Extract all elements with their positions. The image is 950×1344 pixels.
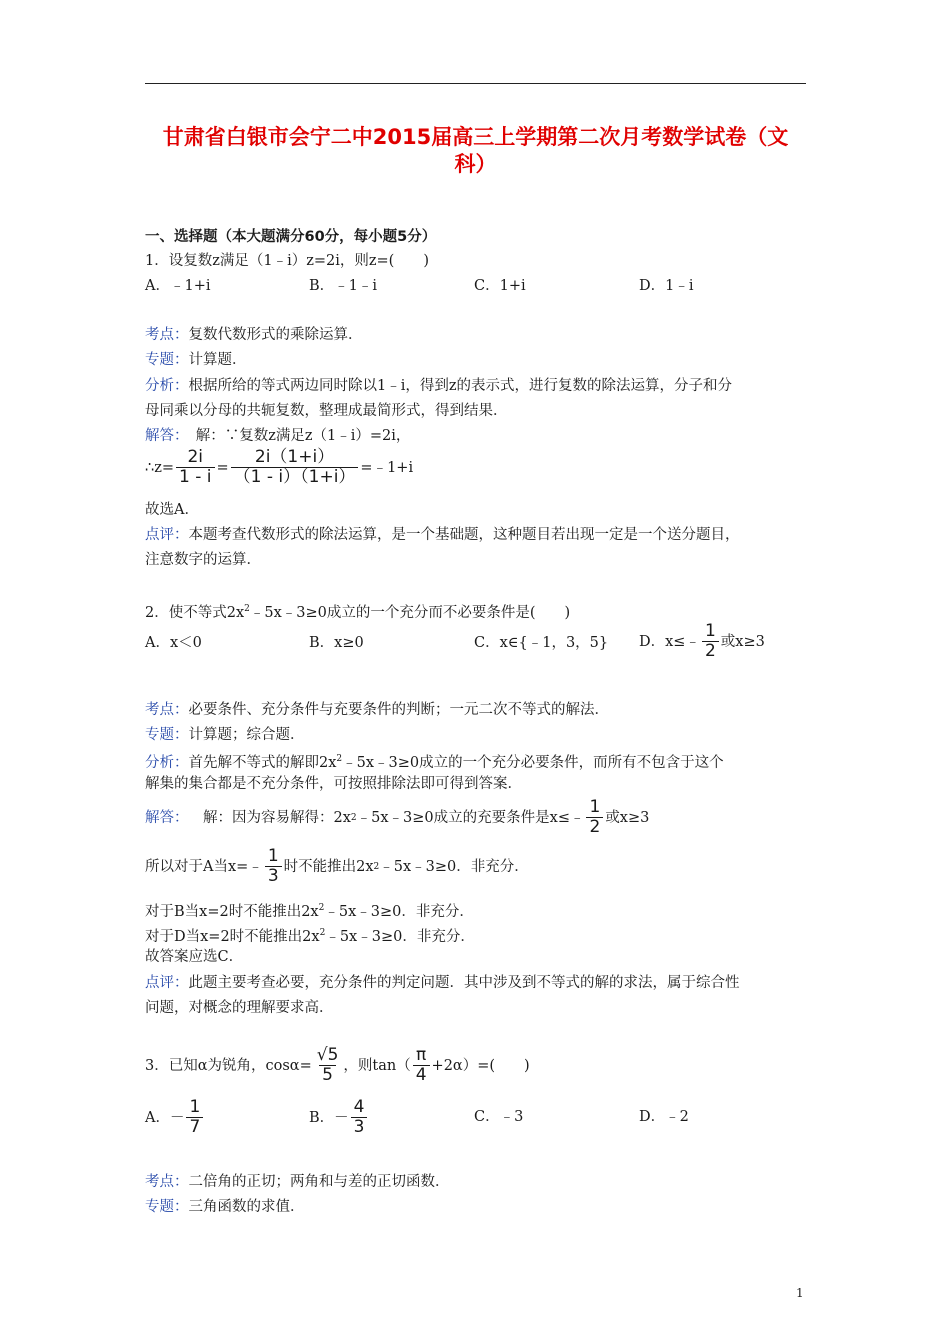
q1-jieda bbox=[145, 426, 410, 446]
q1-fenxi-2: 母同乘以分母的共轭复数，整理成最简形式，得到结果． bbox=[145, 403, 508, 419]
q2-jieda-den: 2 bbox=[586, 817, 603, 837]
q2-linea-den: 3 bbox=[265, 866, 282, 886]
q2-answer: 故答案应选C． bbox=[145, 949, 244, 965]
q2-option-c: C．x∈{﹣1，3，5} bbox=[474, 635, 609, 651]
page-title bbox=[145, 124, 806, 178]
q1-fenxi-1 bbox=[145, 376, 732, 396]
kaodian-label: 考点： bbox=[145, 702, 189, 718]
q2-sup: 2 bbox=[350, 812, 357, 823]
q3-option-a bbox=[145, 1098, 205, 1137]
q3-zhuanti bbox=[145, 1197, 305, 1217]
q2-zhuanti-text: 计算题；综合题． bbox=[188, 727, 305, 743]
q2-linea-num: 1 bbox=[267, 846, 279, 866]
q2-jieda-post: 或x≥3 bbox=[605, 809, 650, 826]
q2-optd-pre: D．x≤﹣ bbox=[639, 633, 700, 650]
q3-opta-pre: A．－ bbox=[145, 1109, 185, 1126]
q2-sup: 2 bbox=[373, 861, 380, 872]
q2-fenxi-1 bbox=[145, 749, 724, 773]
q1-kaodian bbox=[145, 325, 363, 345]
q1-frac1-numerator: 2i bbox=[187, 447, 204, 467]
q2-optd-num: 1 bbox=[704, 621, 716, 641]
q2-linea-post: ﹣5x﹣3≥0．非充分． bbox=[379, 858, 529, 875]
q3-opta-fraction bbox=[186, 1098, 203, 1137]
q1-stem: 1．设复数z满足（1﹣i）z=2i，则z=( ) bbox=[145, 253, 429, 269]
q3-optb-num: 4 bbox=[353, 1097, 365, 1117]
q2-jieda-num: 1 bbox=[589, 797, 601, 817]
q1-frac2-numerator: 2i（1+i） bbox=[254, 447, 335, 467]
q3-tan-den: 4 bbox=[413, 1065, 430, 1085]
q2-option-b: B．x≥0 bbox=[309, 635, 364, 651]
q3-stem-pre: 3．已知α为锐角，cosα= bbox=[145, 1057, 312, 1074]
q2-dianping-text-1: 此题主要考查必要，充分条件的判定问题．其中涉及到不等式的解的求法，属于综合性 bbox=[188, 975, 740, 991]
q3-optb-pre: B．－ bbox=[309, 1109, 349, 1126]
q1-option-a: A．﹣1+i bbox=[145, 278, 211, 294]
q2-sup: 2 bbox=[319, 928, 326, 938]
q3-zhuanti-text: 三角函数的求值． bbox=[188, 1199, 305, 1215]
q3-opta-den: 7 bbox=[186, 1117, 203, 1137]
q1-frac2-denominator: （1 - i）（1+i） bbox=[231, 467, 359, 487]
dianping-label: 点评： bbox=[145, 975, 189, 991]
q1-dianping-1 bbox=[145, 525, 740, 545]
q1-answer: 故选A． bbox=[145, 502, 199, 518]
q2-linea-pre: 所以对于A当x=﹣ bbox=[145, 858, 263, 875]
q2-jieda bbox=[145, 798, 649, 837]
q3-kaodian bbox=[145, 1172, 450, 1192]
q3-option-b bbox=[309, 1098, 369, 1137]
q2-option-a: A．x＜0 bbox=[145, 635, 202, 651]
q1-kaodian-text: 复数代数形式的乘除运算． bbox=[188, 327, 363, 343]
q1-eq-suffix: =﹣1+i bbox=[360, 459, 414, 476]
title-line-2: 科） bbox=[454, 152, 497, 176]
q1-eq-equals: = bbox=[216, 459, 229, 476]
q3-tan-num: π bbox=[416, 1045, 427, 1065]
q3-cos-num: √5 bbox=[316, 1045, 339, 1065]
q2-line-a bbox=[145, 847, 529, 886]
q2-kaodian-text: 必要条件、充分条件与充要条件的判断；一元二次不等式的解法． bbox=[188, 702, 609, 718]
fenxi-label: 分析： bbox=[145, 755, 189, 771]
q3-opta-num: 1 bbox=[189, 1097, 201, 1117]
q1-option-b: B．﹣1﹣i bbox=[309, 278, 378, 294]
q2-zhuanti bbox=[145, 725, 305, 745]
q3-stem-post: +2α）=( ) bbox=[431, 1057, 530, 1074]
q3-optb-den: 3 bbox=[351, 1117, 368, 1137]
q2-optd-fraction bbox=[702, 622, 719, 661]
zhuanti-label: 专题： bbox=[145, 352, 189, 368]
q2-lineb-pre: 对于B当x=2时不能推出2x bbox=[145, 904, 319, 920]
q2-line-d bbox=[145, 923, 475, 947]
q2-fenxi-post: ﹣5x﹣3≥0成立的一个充分必要条件，而所有不包含于这个 bbox=[342, 755, 724, 771]
q1-option-d: D．1﹣i bbox=[639, 278, 694, 294]
q3-option-d: D．﹣2 bbox=[639, 1109, 689, 1125]
q3-kaodian-text: 二倍角的正切；两角和与差的正切函数． bbox=[188, 1174, 450, 1190]
q1-equation bbox=[145, 448, 413, 487]
q2-linea-mid: 时不能推出2x bbox=[283, 858, 374, 875]
q2-optd-post: 或x≥3 bbox=[720, 633, 765, 650]
q3-stem-mid: ，则tan（ bbox=[343, 1057, 411, 1074]
q2-lined-post: ﹣5x﹣3≥0．非充分． bbox=[325, 929, 475, 945]
q1-frac1-denominator: 1 - i bbox=[176, 467, 214, 487]
q2-jieda-pre: 解：因为容易解得：2x bbox=[188, 809, 351, 826]
kaodian-label: 考点： bbox=[145, 1174, 189, 1190]
section-heading: 一、选择题（本大题满分60分，每小题5分） bbox=[145, 229, 437, 245]
q2-lineb-post: ﹣5x﹣3≥0．非充分． bbox=[324, 904, 474, 920]
q2-fenxi-2: 解集的集合都是不充分条件，可按照排除法即可得到答案． bbox=[145, 776, 522, 792]
q1-zhuanti-text: 计算题． bbox=[188, 352, 247, 368]
jieda-label: 解答： bbox=[145, 809, 189, 826]
q2-jieda-mid: ﹣5x﹣3≥0成立的充要条件是x≤﹣ bbox=[356, 809, 585, 826]
q1-jieda-text: 解：∵复数z满足z（1﹣i）=2i， bbox=[181, 428, 411, 444]
kaodian-label: 考点： bbox=[145, 327, 189, 343]
jieda-label: 解答： bbox=[145, 428, 182, 444]
q1-dianping-2: 注意数字的运算． bbox=[145, 552, 261, 568]
q2-sup: 2 bbox=[336, 754, 343, 764]
q2-optd-den: 2 bbox=[702, 641, 719, 661]
q2-lined-pre: 对于D当x=2时不能推出2x bbox=[145, 929, 320, 945]
q2-stem-pre: 2．使不等式2x bbox=[145, 605, 245, 621]
q2-jieda-fraction bbox=[586, 798, 603, 837]
q2-option-d bbox=[639, 622, 765, 661]
dianping-label: 点评： bbox=[145, 527, 189, 543]
q2-line-b bbox=[145, 898, 474, 922]
q3-stem bbox=[145, 1046, 530, 1085]
q3-optb-fraction bbox=[351, 1098, 368, 1137]
q1-dianping-text-1: 本题考查代数形式的除法运算，是一个基础题，这种题目若出现一定是一个送分题目， bbox=[188, 527, 740, 543]
q1-zhuanti bbox=[145, 350, 247, 370]
fenxi-label: 分析： bbox=[145, 378, 189, 394]
q2-sup: 2 bbox=[244, 604, 250, 614]
q2-dianping-1 bbox=[145, 973, 740, 993]
q2-fenxi-pre: 首先解不等式的解即2x bbox=[188, 755, 337, 771]
q1-eq-prefix: ∴z= bbox=[145, 459, 175, 476]
q2-kaodian bbox=[145, 700, 609, 720]
zhuanti-label: 专题： bbox=[145, 727, 189, 743]
q3-option-c: C．﹣3 bbox=[474, 1109, 524, 1125]
page-number: 1 bbox=[796, 1286, 804, 1300]
header-rule bbox=[145, 83, 806, 84]
q2-dianping-2: 问题，对概念的理解要求高． bbox=[145, 1000, 334, 1016]
q1-fraction-1 bbox=[176, 448, 214, 487]
q3-cos-den: 5 bbox=[319, 1065, 336, 1085]
q3-cos-fraction bbox=[314, 1046, 342, 1085]
q2-stem bbox=[145, 599, 570, 623]
q2-sup: 2 bbox=[318, 903, 325, 913]
q3-tan-fraction bbox=[413, 1046, 430, 1085]
title-line-1: 甘肃省白银市会宁二中2015届高三上学期第二次月考数学试卷（文 bbox=[162, 125, 789, 149]
zhuanti-label: 专题： bbox=[145, 1199, 189, 1215]
q1-fenxi-text-1: 根据所给的等式两边同时除以1﹣i，得到z的表示式，进行复数的除法运算，分子和分 bbox=[188, 378, 732, 394]
q1-fraction-2 bbox=[231, 448, 359, 487]
q2-stem-post: ﹣5x﹣3≥0成立的一个充分而不必要条件是( ) bbox=[249, 605, 571, 621]
q2-linea-fraction bbox=[265, 847, 282, 886]
q1-option-c: C．1+i bbox=[474, 278, 526, 294]
